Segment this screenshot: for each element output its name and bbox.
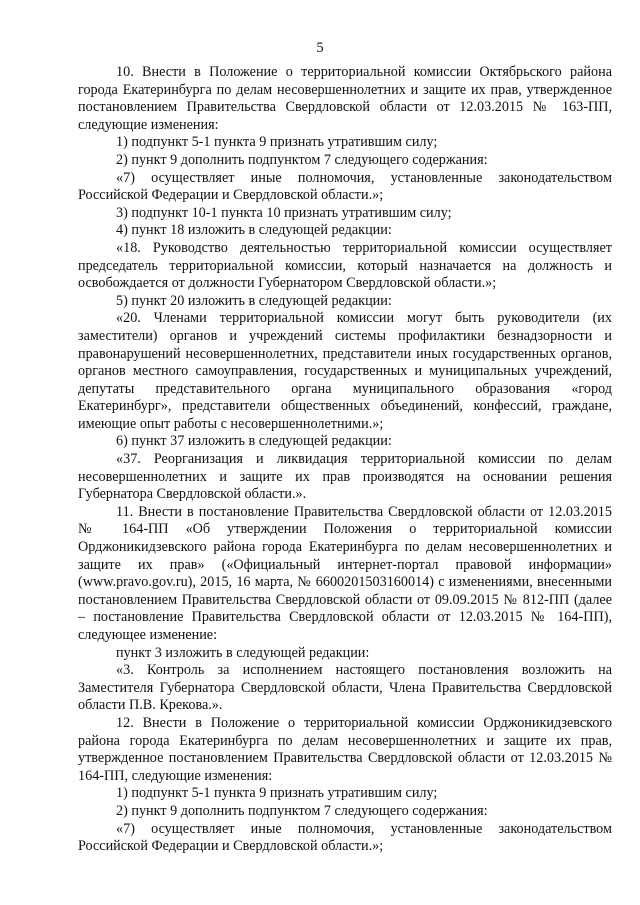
paragraph-quote-7-b: «7) осуществляет иные полномочия, установленные законодательством Российской Федерации и Свердловской области.»; <box>78 820 612 855</box>
paragraph-item-12: 12. Внести в Положение о территориальной комиссии Орджоникидзевского района города Екатеринбурга по делам несовершеннолетних и защите их прав, утвержденное постановлением Правительства Свердловской области от 12.03.2015 № 164-ПП, следующие изменения: <box>78 714 612 784</box>
paragraph-subitem-1-b: 1) подпункт 5-1 пункта 9 признать утратившим силу; <box>116 785 438 802</box>
paragraph-quote-37: «37. Реорганизация и ликвидация территориальной комиссии по делам несовершеннолетних и защите их прав производятся на основании решения Губернатора Свердловской области.». <box>78 451 612 503</box>
paragraph-item-10: 10. Внести в Положение о территориальной комиссии Октябрьского района города Екатеринбурга по делам несовершеннолетних и защите их прав, утвержденное постановлением Правительства Свердловской области от 12.03.2015 № 163-ПП, следующие изменения: <box>78 64 612 133</box>
paragraph-quote-18: «18. Руководство деятельностью территориальной комиссии осуществляет председатель территориальной комиссии, который назначается на должность и освобождается от должности Губернатором Свердловской области.»; <box>78 239 612 292</box>
paragraph-subitem-3: 3) подпункт 10-1 пункта 10 признать утратившим силу; <box>116 204 452 221</box>
paragraph-subitem-2-b: 2) пункт 9 дополнить подпунктом 7 следующего содержания: <box>116 802 488 819</box>
paragraph-subitem-2: 2) пункт 9 дополнить подпунктом 7 следующего содержания: <box>116 151 488 168</box>
document-body <box>78 64 612 856</box>
paragraph-subitem-5: 5) пункт 20 изложить в следующей редакции: <box>116 292 392 309</box>
paragraph-subitem-1: 1) подпункт 5-1 пункта 9 признать утратившим силу; <box>116 134 438 151</box>
paragraph-quote-3: «3. Контроль за исполнением настоящего постановления возложить на Заместителя Губернатора Свердловской области, Члена Правительства Свердловской области П.В. Крекова.». <box>78 662 612 714</box>
paragraph-subitem-4: 4) пункт 18 изложить в следующей редакции: <box>116 222 392 239</box>
paragraph-quote-20: «20. Членами территориальной комиссии могут быть руководители (их заместители) органов и учреждений системы профилактики безнадзорности и правонарушений несовершеннолетних, представители иных государственных органов, органов местного самоуправления, государственных и муниципальных учреждений, депутаты представительного органа муниципального образования «город Екатеринбург», представители общественных объединений, конфессий, граждане, имеющие опыт работы с несовершеннолетними.»; <box>78 310 612 432</box>
paragraph-subitem-6: 6) пункт 37 изложить в следующей редакции: <box>116 433 392 450</box>
paragraph-item-11: 11. Внести в постановление Правительства Свердловской области от 12.03.2015 № 164-ПП «Об утверждении Положения о территориальной комиссии Орджоникидзевского района города Екатеринбурга по делам несовершеннолетних и защите их прав» («Официальный интернет-портал правовой информации» (www.pravo.gov.ru), 2015, 16 марта, № 6600201503160014) с изменениями, внесенными постановлением Правительства Свердловской области от 09.09.2015 № 812-ПП (далее – постановление Правительства Свердловской области от 12.03.2015 № 164-ПП), следующее изменение: <box>78 503 612 643</box>
paragraph-quote-7: «7) осуществляет иные полномочия, установленные законодательством Российской Федерации и Свердловской области.»; <box>78 169 612 204</box>
paragraph-point-3: пункт 3 изложить в следующей редакции: <box>116 644 370 661</box>
page-number: 5 <box>316 40 324 56</box>
